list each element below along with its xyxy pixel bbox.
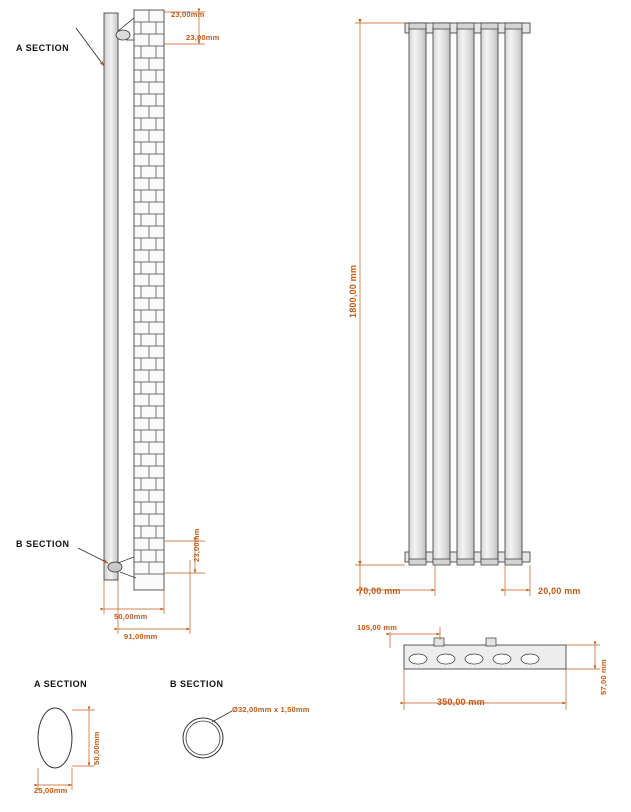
front-view xyxy=(355,23,530,596)
side-view-callout-a: A SECTION xyxy=(16,43,70,53)
dim-height: 1800,00 mm xyxy=(348,264,358,318)
top-view xyxy=(390,627,600,710)
dim-top-offset: 23,00mm xyxy=(171,10,205,19)
section-b-title: B SECTION xyxy=(170,679,224,689)
dim-pipe-spec: Ø32,00mm x 1,50mm xyxy=(232,705,310,714)
dim-connection-centres: 105,00 mm xyxy=(357,623,398,632)
dim-depth-91: 91,00mm xyxy=(124,632,158,641)
dim-depth-57: 57,00 mm xyxy=(599,659,608,695)
dim-edge-offset: 70,00 mm xyxy=(358,586,401,596)
side-view xyxy=(76,10,205,634)
side-view-callout-b: B SECTION xyxy=(16,539,70,549)
dim-tube-gap: 20,00 mm xyxy=(538,586,581,596)
dim-width: 350,00 mm xyxy=(437,697,485,707)
section-a-detail xyxy=(38,708,95,790)
top-connector xyxy=(116,18,134,40)
section-b-detail xyxy=(183,711,232,758)
dim-top-spacing: 23,00mm xyxy=(186,33,220,42)
section-a-title: A SECTION xyxy=(34,679,88,689)
dim-oval-width: 25,00mm xyxy=(34,786,68,795)
dim-depth-50: 50,00mm xyxy=(114,612,148,621)
dim-oval-height: 50,00mm xyxy=(92,731,101,765)
dim-bottom-offset: 23,00mm xyxy=(192,528,201,562)
